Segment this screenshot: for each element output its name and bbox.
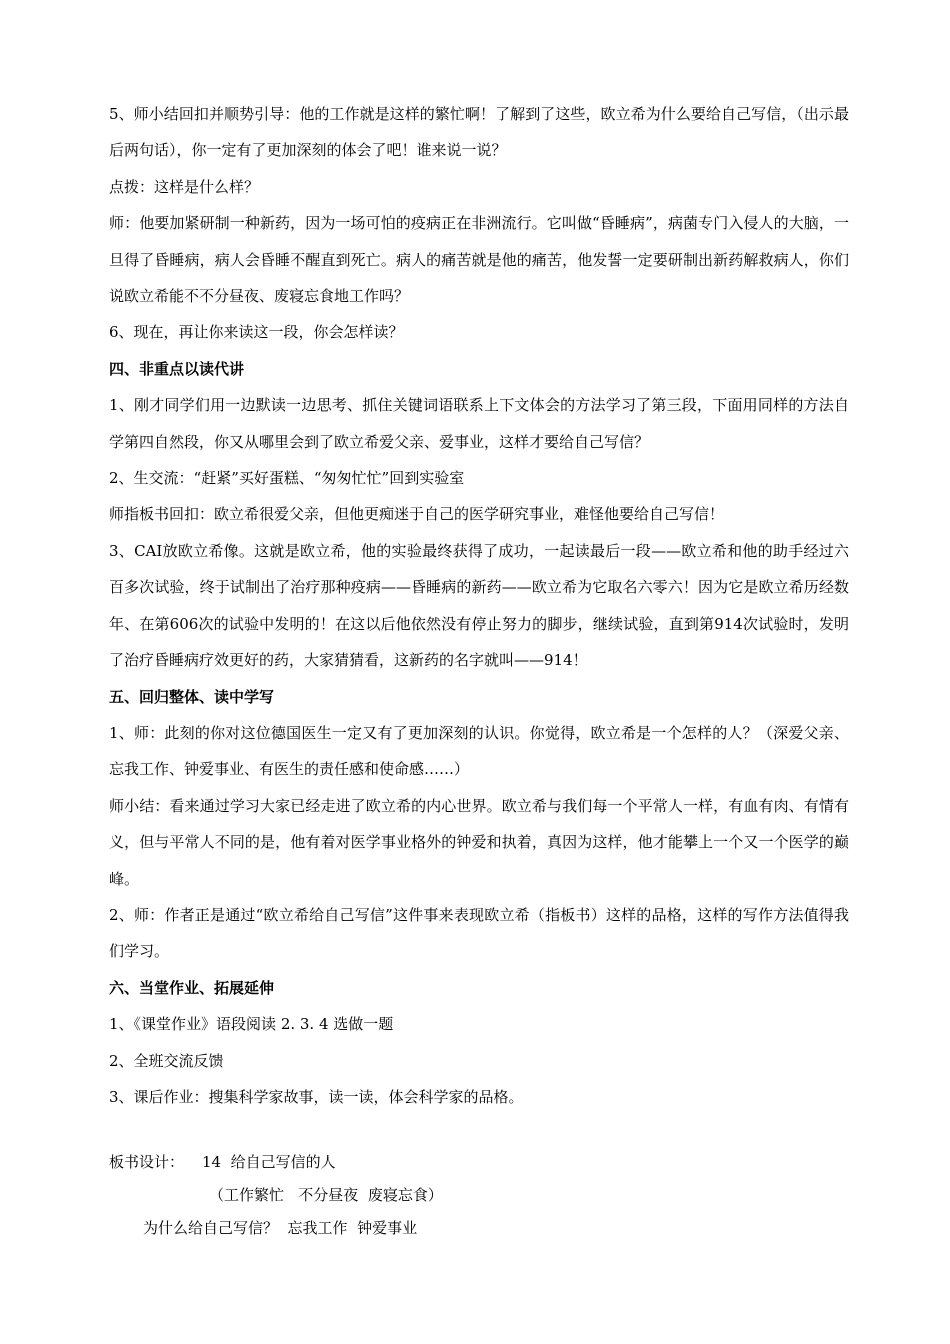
section5-paragraph-1: 1、师：此刻的你对这位德国医生一定又有了更加深刻的认识。你觉得，欧立希是一个怎样的人？（深爱父亲、忘我工作、钟爱事业、有医生的责任感和使命感……）: [109, 723, 849, 779]
section6-paragraph-2: 2、全班交流反馈: [109, 1051, 224, 1070]
paragraph-reread: 6、现在，再让你来读这一段，你会怎样读？: [109, 323, 404, 342]
section-heading-5: 五、回归整体、读中学写: [109, 687, 275, 706]
section6-paragraph-3: 3、课后作业：搜集科学家故事，读一读，体会科学家的品格。: [109, 1087, 524, 1106]
section4-paragraph-4: 3、CAI放欧立希像。这就是欧立希，他的实验最终获得了成功，一起读最后一段——欧立希和他的助手经过六百多次试验，终于试制出了治疗那种疫病——昏睡病的新药——欧立希为它取名六零六！因为它是欧立希历经数年、在第606次的试验中发明的！在这以后他依然没有停止努力的脚步，继续试验，直到第914次试验时，发明了治疗昏睡病疗效更好的药，大家猜猜看，这新药的名字就叫——914！: [109, 541, 849, 670]
section-heading-6: 六、当堂作业、拓展延伸: [109, 978, 275, 997]
section4-paragraph-3: 师指板书回扣：欧立希很爱父亲，但他更痴迷于自己的医学研究事业，难怪他要给自己写信！: [109, 505, 725, 524]
section6-paragraph-1: 1、《课堂作业》语段阅读 2. 3. 4 选做一题: [109, 1015, 394, 1034]
section4-paragraph-1: 1、刚才同学们用一边默读一边思考、抓住关键词语联系上下文体会的方法学习了第三段，下面用同样的方法自学第四自然段，你又从哪里会到了欧立希爱父亲、爱事业，这样才要给自己写信？: [109, 396, 849, 451]
paragraph-hint: 点拨：这样是什么样？: [109, 177, 260, 196]
paragraph-teacher-summary: 5、师小结回扣并顺势引导：他的工作就是这样的繁忙啊！了解到了这些，欧立希为什么要给自己写信，（出示最后两句话），你一定有了更加深刻的体会了吧！谁来说一说？: [109, 105, 849, 160]
section4-paragraph-2: 2、生交流：“赶紧”买好蛋糕、“匆匆忙忙”回到实验室: [109, 469, 465, 488]
board-line-2: （工作繁忙 不分昼夜 废寝忘食）: [209, 1186, 443, 1204]
paragraph-teacher-explain: 师：他要加紧研制一种新药，因为一场可怕的疫病正在非洲流行。它叫做“昏睡病”，病菌专门入侵人的大脑，一旦得了昏睡病，病人会昏睡不醒直到死亡。病人的痛苦就是他的痛苦，他发誓一定要研制出新药解救病人，你们说欧立希能不不分昼夜、废寝忘食地工作吗？: [109, 214, 849, 306]
board-title: 14 给自己写信的人: [202, 1153, 336, 1171]
board-title-row: [109, 1146, 849, 1179]
section5-paragraph-3: 2、师：作者正是通过“欧立希给自己写信”这件事来表现欧立希（指板书）这样的品格，这样的写作方法值得我们学习。: [109, 905, 849, 961]
board-line-3: 为什么给自己写信？ 忘我工作 钟爱事业: [143, 1219, 418, 1237]
document-body: [109, 96, 849, 1115]
section-heading-4: 四、非重点以读代讲: [109, 359, 245, 378]
board-label: 板书设计：: [109, 1153, 185, 1171]
section5-paragraph-2: 师小结：看来通过学习大家已经走进了欧立希的内心世界。欧立希与我们每一个平常人一样，有血有肉、有情有义，但与平常人不同的是，他有着对医学事业格外的钟爱和执着，真因为这样，他才能攀上一个又一个医学的巅峰。: [109, 796, 849, 888]
board-design: [109, 1146, 849, 1245]
